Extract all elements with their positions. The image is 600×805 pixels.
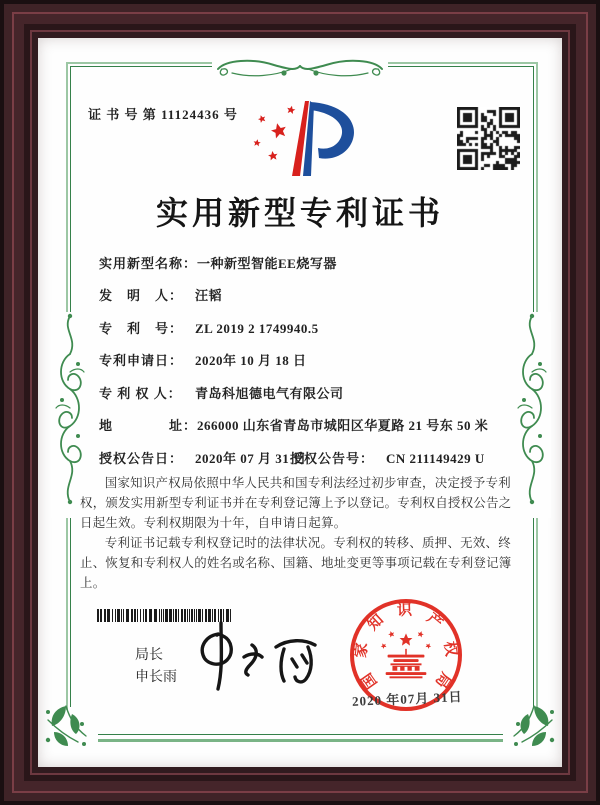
field-value: 2020年 07 月 31 日 <box>195 451 307 466</box>
field-patentee <box>99 383 529 400</box>
cnipa-logo-icon <box>250 94 364 182</box>
seal-ring-char: 产 <box>423 609 446 633</box>
field-address <box>99 415 529 432</box>
field-label: 授权公告号： <box>290 451 375 466</box>
legal-paragraphs <box>80 473 513 593</box>
corner-leaf-ornament-right <box>512 700 558 748</box>
legal-paragraph: 国家知识产权局依照中华人民共和国专利法经过初步审查，决定授予专利权，颁发实用新型专利证书并在专利登记簿上予以登记。专利权自授权公告之日起生效。专利权期限为十年，自申请日起算。 <box>80 476 512 530</box>
field-value: 青岛科旭德电气有限公司 <box>195 386 344 401</box>
field-label: 专 利 权 人： <box>99 386 182 401</box>
certificate-title: 实用新型专利证书 <box>155 195 444 231</box>
legal-paragraph: 专利证书记载专利权登记时的法律状况。专利权的转移、质押、无效、终止、恢复和专利权人的姓名或名称、国籍、地址变更等事项记载在专利登记簿上。 <box>80 536 512 590</box>
field-label: 专 利 号： <box>99 321 184 336</box>
field-value: 汪韬 <box>195 288 223 303</box>
seal-date: 2020 年07月 31日 <box>351 689 463 709</box>
bottom-double-rule <box>98 734 503 742</box>
certificate-number: 证 书 号 第 11124436 号 <box>88 107 238 122</box>
field-label: 实用新型名称： <box>99 256 198 271</box>
field-utility-model-name <box>99 253 529 270</box>
seal-ring-char: 识 <box>396 601 413 620</box>
field-label: 专利申请日： <box>99 353 184 368</box>
field-value: 266000 山东省青岛市城阳区华夏路 21 号东 50 米 <box>197 418 489 433</box>
field-grant-number <box>290 448 485 467</box>
seal-ring-char: 知 <box>364 611 387 634</box>
field-label: 发 明 人： <box>99 288 184 303</box>
field-filing-date <box>99 350 529 367</box>
signatory-name: 申长雨 <box>135 668 177 684</box>
field-value: CN 211149429 U <box>386 451 485 466</box>
field-inventor <box>99 285 529 302</box>
top-flourish-ornament <box>212 52 388 82</box>
field-value: 一种新型智能EE烧写器 <box>197 256 337 271</box>
seal-ring-char: 家 <box>352 642 371 659</box>
field-label: 地 址： <box>99 418 198 433</box>
qr-code <box>457 107 520 170</box>
corner-leaf-ornament-left <box>42 700 88 748</box>
director-signature <box>180 618 330 696</box>
signatory-title: 局长 <box>135 646 163 662</box>
field-value: ZL 2019 2 1749940.5 <box>195 321 319 336</box>
seal-ring-char: 国 <box>358 669 381 692</box>
seal-ring-char: 局 <box>431 668 455 691</box>
seal-ring-char: 权 <box>440 640 460 658</box>
field-value: 2020年 10 月 18 日 <box>195 353 307 368</box>
seal-national-emblem-icon <box>375 626 437 690</box>
field-patent-number <box>99 318 529 335</box>
field-label: 授权公告日： <box>99 451 184 466</box>
field-grant-date <box>99 448 529 465</box>
